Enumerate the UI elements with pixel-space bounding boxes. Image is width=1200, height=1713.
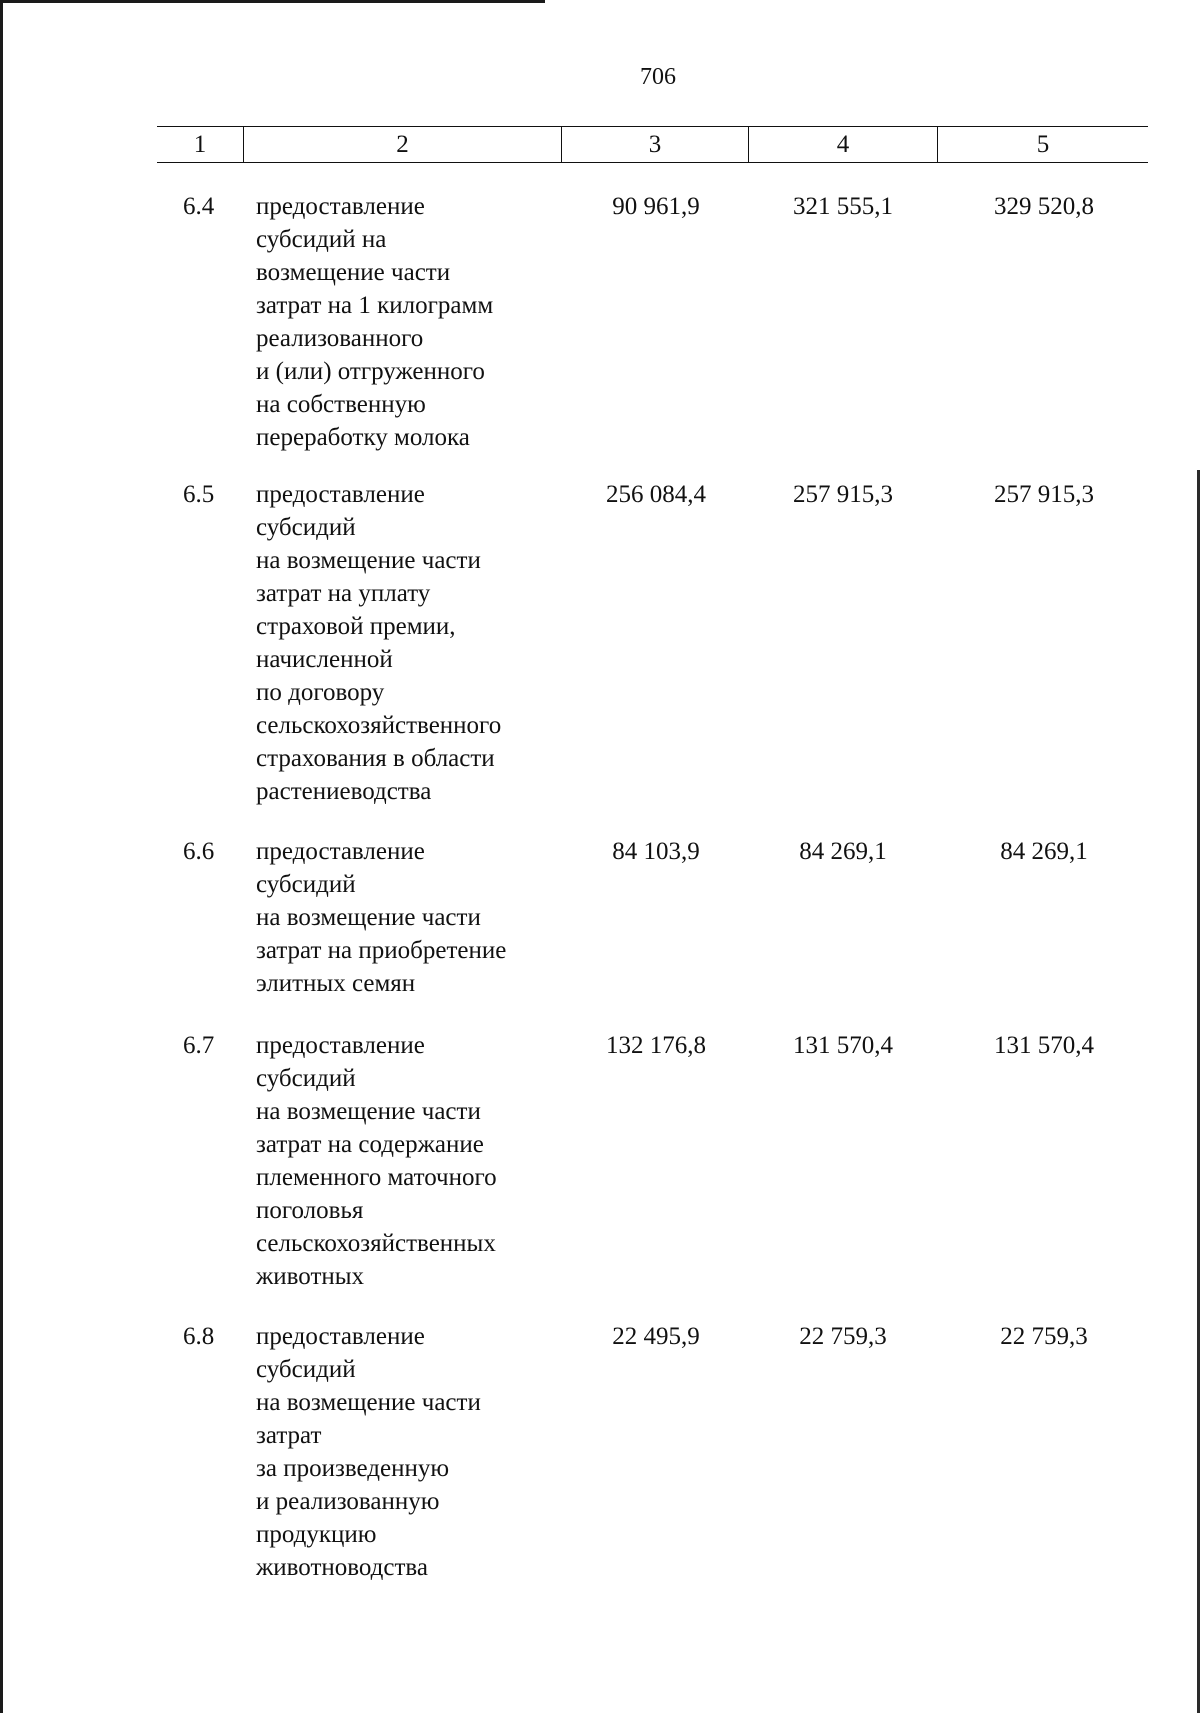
row-number: 6.5 xyxy=(183,481,215,508)
row-number: 6.7 xyxy=(183,1032,215,1059)
row-value-col4: 321 555,1 xyxy=(793,193,893,220)
row-value-col3: 256 084,4 xyxy=(606,481,706,508)
row-description: предоставление субсидий на возмещение части затрат на 1 килограмм реализованного и (или) отгруженного на собственную переработку молока xyxy=(256,193,494,451)
page-number: 706 xyxy=(640,64,676,90)
column-header-2: 2 xyxy=(243,127,561,162)
row-description: предоставление субсидий на возмещение части затрат на содержание племенного маточного поголовья сельскохозяйственных животных xyxy=(256,1032,497,1290)
row-value-col4: 22 759,3 xyxy=(799,1323,887,1350)
row-value-col5: 22 759,3 xyxy=(1000,1323,1088,1350)
row-value-col3: 84 103,9 xyxy=(612,838,700,865)
row-description: предоставление субсидий на возмещение части затрат на уплату страховой премии, начисленной по договору сельскохозяйственного страхования в области растениеводства xyxy=(256,481,502,805)
row-number: 6.8 xyxy=(183,1323,215,1350)
column-header-1: 1 xyxy=(193,130,207,158)
row-value-col5: 131 570,4 xyxy=(994,1032,1094,1059)
column-header-3: 3 xyxy=(561,127,748,162)
row-value-col3: 132 176,8 xyxy=(606,1032,706,1059)
column-header-4: 4 xyxy=(748,127,937,162)
row-value-col5: 329 520,8 xyxy=(994,193,1094,220)
row-value-col5: 84 269,1 xyxy=(1000,838,1088,865)
row-value-col5: 257 915,3 xyxy=(994,481,1094,508)
row-value-col4: 131 570,4 xyxy=(793,1032,893,1059)
row-value-col3: 90 961,9 xyxy=(612,193,700,220)
row-description: предоставление субсидий на возмещение части затрат за произведенную и реализованную продукцию животноводства xyxy=(256,1323,481,1581)
row-number: 6.6 xyxy=(183,838,215,865)
column-header-5: 5 xyxy=(937,127,1148,162)
row-value-col4: 84 269,1 xyxy=(799,838,887,865)
row-value-col3: 22 495,9 xyxy=(612,1323,700,1350)
row-value-col4: 257 915,3 xyxy=(793,481,893,508)
row-description: предоставление субсидий на возмещение части затрат на приобретение элитных семян xyxy=(256,838,507,997)
row-number: 6.4 xyxy=(183,193,215,220)
